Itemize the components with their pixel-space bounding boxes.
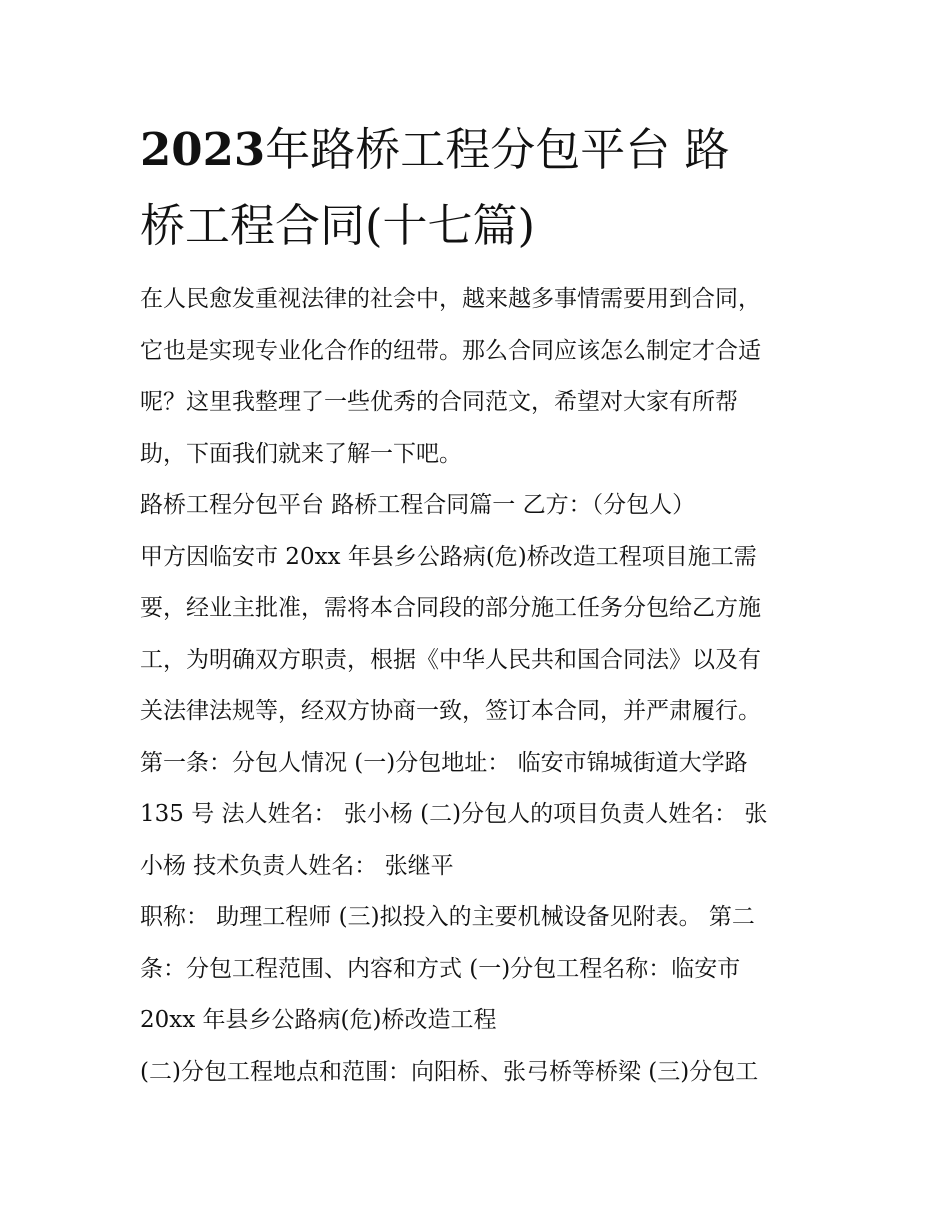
body-line: 小杨 技术负责人姓名： 张继平 — [140, 852, 454, 879]
body-line: 工，为明确双方职责，根据《中华人民共和国合同法》以及有 — [140, 646, 761, 673]
body-line: 在人民愈发重视法律的社会中，越来越多事情需要用到合同， — [140, 286, 761, 312]
body-line: 要，经业主批准，需将本合同段的部分施工任务分包给乙方施 — [140, 595, 761, 621]
body-line: (二)分包工程地点和范围：向阳桥、张弓桥等桥梁 (三)分包工 — [140, 1058, 759, 1085]
body-line: 它也是实现专业化合作的纽带。那么合同应该怎么制定才合适 — [140, 337, 761, 364]
body-line: 关法律法规等，经双方协商一致，签订本合同，并严肃履行。 — [140, 698, 761, 724]
body-line: 路桥工程分包平台 路桥工程合同篇一 乙方：（分包人） — [140, 492, 696, 518]
document-title — [140, 112, 820, 264]
body-line: 第一条：分包人情况 (一)分包地址： 临安市锦城街道大学路 — [140, 749, 748, 776]
title-year: 2023 — [140, 123, 266, 176]
body-line: 呢？这里我整理了一些优秀的合同范文，希望对大家有所帮 — [140, 389, 738, 415]
body-line: 135 号 法人姓名： 张小杨 (二)分包人的项目负责人姓名： 张 — [140, 801, 768, 827]
body-line: 20xx 年县乡公路病(危)桥改造工程 — [140, 1007, 497, 1033]
body-line: 甲方因临安市 20xx 年县乡公路病(危)桥改造工程项目施工需 — [140, 543, 757, 570]
title-line-2: 桥工程合同(十七篇) — [140, 199, 536, 252]
title-line-1 — [140, 112, 820, 188]
body-line: 职称： 助理工程师 (三)拟投入的主要机械设备见附表。 第二 — [140, 904, 755, 930]
body-line: 助，下面我们就来了解一下吧。 — [140, 440, 462, 467]
title-line-1-text: 年路桥工程分包平台 路 — [265, 123, 730, 176]
document-body — [140, 274, 820, 1098]
body-line: 条：分包工程范围、内容和方式 (一)分包工程名称：临安市 — [140, 955, 741, 982]
